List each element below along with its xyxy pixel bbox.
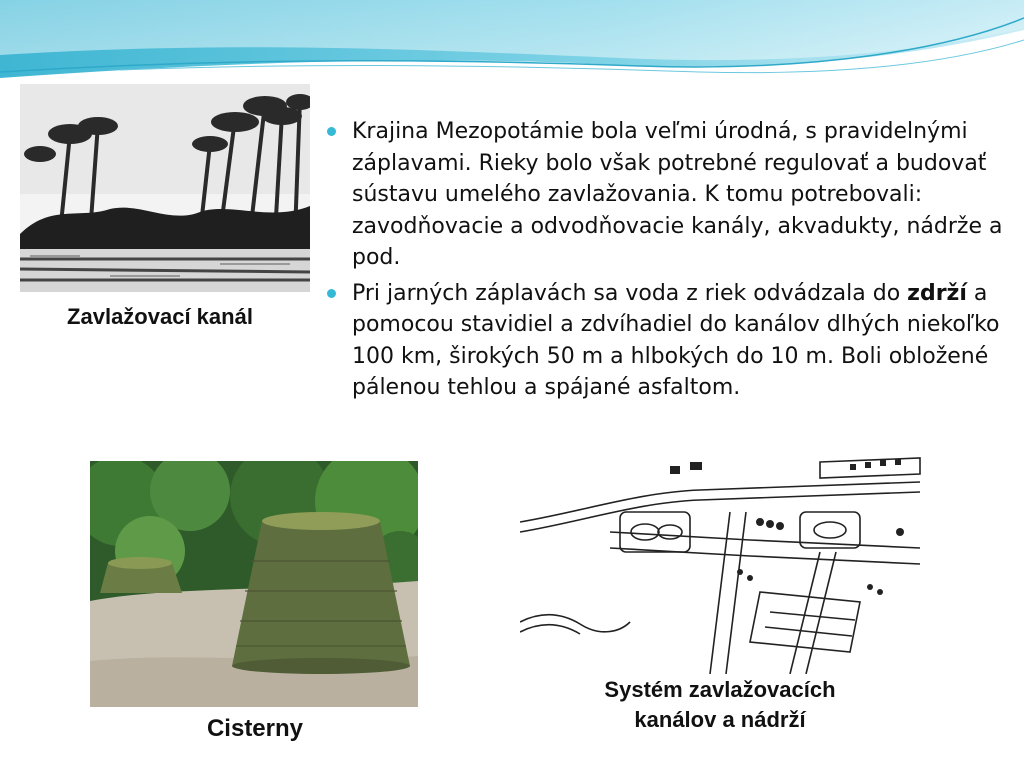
bullet-text-2-before: Pri jarných záplavách sa voda z riek odvádzala do bbox=[352, 280, 908, 306]
bullet-dot-icon bbox=[327, 289, 336, 298]
canal-caption: Zavlažovací kanál bbox=[67, 304, 253, 329]
irrigation-system-diagram bbox=[520, 452, 925, 674]
bullet-dot-icon bbox=[327, 127, 336, 136]
bullet-item-2 bbox=[322, 278, 1024, 404]
bullet-text-2-after: a pomocou stavidiel a zdvíhadiel do kanálov dlhých niekoľko 100 km, širokých 50 m a hlbokých do 10 m. Boli obložené pálenou tehlou a spájané asfaltom. bbox=[352, 280, 1000, 400]
header-wave-decoration bbox=[0, 0, 1024, 90]
cisterns-caption: Cisterny bbox=[206, 715, 304, 742]
bullet-text-1: Krajina Mezopotámie bola veľmi úrodná, s pravidelnými záplavami. Rieky bolo však potrebné regulovať a budovať sústavu umelého zavlažovania. K tomu potrebovali: zavodňovacie a odvodňovacie kanály, akvadukty, nádrže a pod. bbox=[352, 119, 1003, 270]
system-caption bbox=[560, 675, 880, 735]
cisterns-photo bbox=[90, 461, 418, 707]
bullet-text-2-bold: zdrží bbox=[907, 280, 967, 306]
bullet-list bbox=[322, 116, 1024, 408]
irrigation-canal-photo bbox=[20, 84, 310, 292]
system-caption-line2: kanálov a nádrží bbox=[634, 707, 806, 732]
system-caption-line1: Systém zavlažovacích bbox=[604, 677, 836, 702]
bullet-item-1 bbox=[322, 116, 1024, 274]
